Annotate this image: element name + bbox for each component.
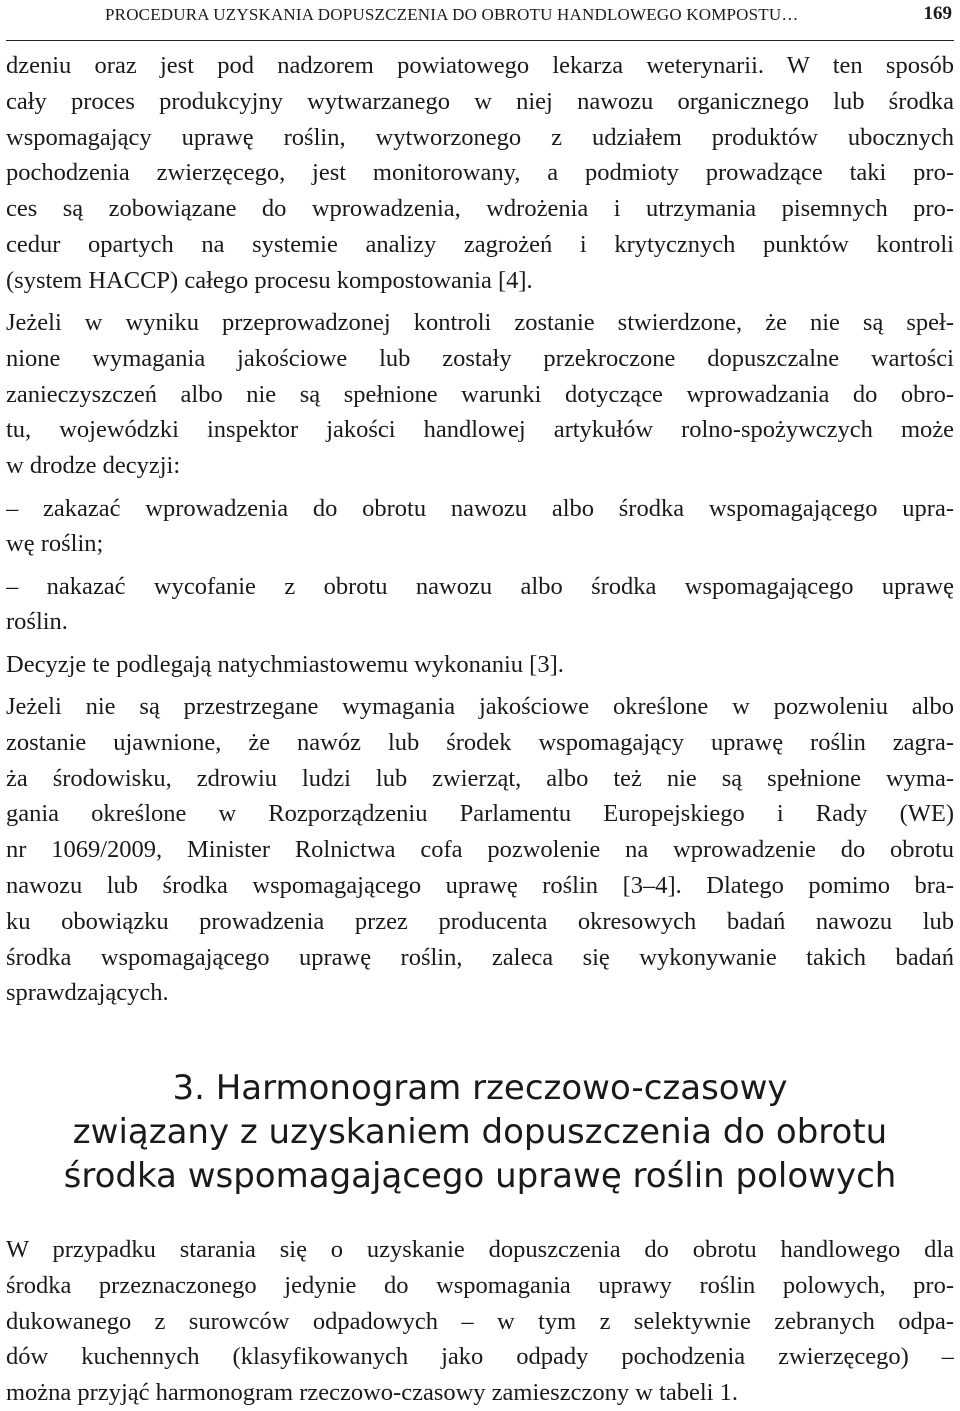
text-line: można przyjąć harmonogram rzeczowo-czasowy zamieszczony w tabeli 1.: [6, 1379, 738, 1407]
text-line: Jeżeli nie są przestrzegane wymagania jakościowe określone w pozwoleniu albo: [6, 693, 954, 721]
list-item-withdraw: [6, 569, 954, 641]
text-line: gania określone w Rozporządzeniu Parlamentu Europejskiego i Rady (WE): [6, 800, 954, 828]
text-line: dów kuchennych (klasyfikowanych jako odpady pochodzenia zwierzęcego) –: [6, 1343, 954, 1371]
text-line: roślin.: [6, 608, 68, 636]
document-page: [6, 0, 954, 1407]
text-line: cedur opartych na systemie analizy zagrożeń i krytycznych punktów kontroli: [6, 230, 954, 258]
text-line: Decyzje te podlegają natychmiastowemu wykonaniu [3].: [6, 650, 564, 678]
text-line: zostanie ujawnione, że nawóz lub środek wspomagający uprawę roślin zagra-: [6, 728, 954, 756]
text-line: dukowanego z surowców odpadowych – w tym z selektywnie zebranych odpa-: [6, 1307, 954, 1335]
section-body: [6, 1232, 954, 1411]
text-line: ża środowisku, zdrowiu ludzi lub zwierząt, albo też nie są spełnione wyma-: [6, 764, 954, 792]
list-item-ban: [6, 491, 954, 563]
section-heading-line: środka wspomagającego uprawę roślin polowych: [63, 1156, 897, 1196]
section-heading: [6, 1066, 954, 1198]
text-line: ku obowiązku prowadzenia przez producenta okresowych badań nawozu lub: [6, 907, 954, 935]
text-line: nawozu lub środka wspomagającego uprawę roślin [3–4]. Dlatego pomimo bra-: [6, 872, 954, 900]
text-line: wspomagający uprawę roślin, wytworzonego z udziałem produktów ubocznych: [6, 123, 954, 151]
section-heading-line: 3. Harmonogram rzeczowo-czasowy: [172, 1068, 788, 1108]
page-number: 169: [923, 3, 952, 24]
paragraph-inspection: [6, 305, 954, 484]
text-line: nr 1069/2009, Minister Rolnictwa cofa pozwolenie na wprowadzenie do obrotu: [6, 836, 954, 864]
text-line: środka przeznaczonego jedynie do wspomagania uprawy roślin polowych, pro-: [6, 1271, 954, 1299]
text-line: wę roślin;: [6, 530, 104, 558]
paragraph-schedule: [6, 1232, 954, 1411]
text-line: w drodze decyzji:: [6, 452, 181, 480]
paragraph-haccp: [6, 48, 954, 299]
text-line: – zakazać wprowadzenia do obrotu nawozu albo środka wspomagającego upra-: [6, 494, 954, 522]
running-title: PROCEDURA UZYSKANIA DOPUSZCZENIA DO OBROTU HANDLOWEGO KOMPOSTU…: [105, 5, 799, 24]
text-line: zanieczyszczeń albo nie są spełnione warunki dotyczące wprowadzania do obro-: [6, 380, 954, 408]
text-line: nione wymagania jakościowe lub zostały przekroczone dopuszczalne wartości: [6, 344, 954, 372]
text-line: W przypadku starania się o uzyskanie dopuszczenia do obrotu handlowego dla: [6, 1236, 954, 1263]
paragraph-decisions: [6, 647, 954, 683]
body-text: [6, 48, 954, 1011]
text-line: środka wspomagającego uprawę roślin, zaleca się wykonywanie takich badań: [6, 943, 954, 971]
text-line: – nakazać wycofanie z obrotu nawozu albo środka wspomagającego uprawę: [6, 572, 954, 600]
text-line: Jeżeli w wyniku przeprowadzonej kontroli zostanie stwierdzone, że nie są speł-: [6, 309, 954, 337]
section-heading-line: związany z uzyskaniem dopuszczenia do obrotu: [72, 1112, 888, 1152]
text-line: dzeniu oraz jest pod nadzorem powiatowego lekarza weterynarii. W ten sposób: [6, 52, 954, 79]
paragraph-permit-revocation: [6, 689, 954, 1011]
text-line: cały proces produkcyjny wytwarzanego w niej nawozu organicznego lub środka: [6, 87, 954, 115]
text-line: pochodzenia zwierzęcego, jest monitorowany, a podmioty prowadzące taki pro-: [6, 159, 954, 187]
text-line: tu, wojewódzki inspektor jakości handlowej artykułów rolno-spożywczych może: [6, 416, 954, 444]
running-header: [6, 0, 954, 41]
text-line: sprawdzających.: [6, 979, 169, 1007]
text-line: ces są zobowiązane do wprowadzenia, wdrożenia i utrzymania pisemnych pro-: [6, 195, 954, 223]
text-line: (system HACCP) całego procesu kompostowania [4].: [6, 266, 533, 294]
